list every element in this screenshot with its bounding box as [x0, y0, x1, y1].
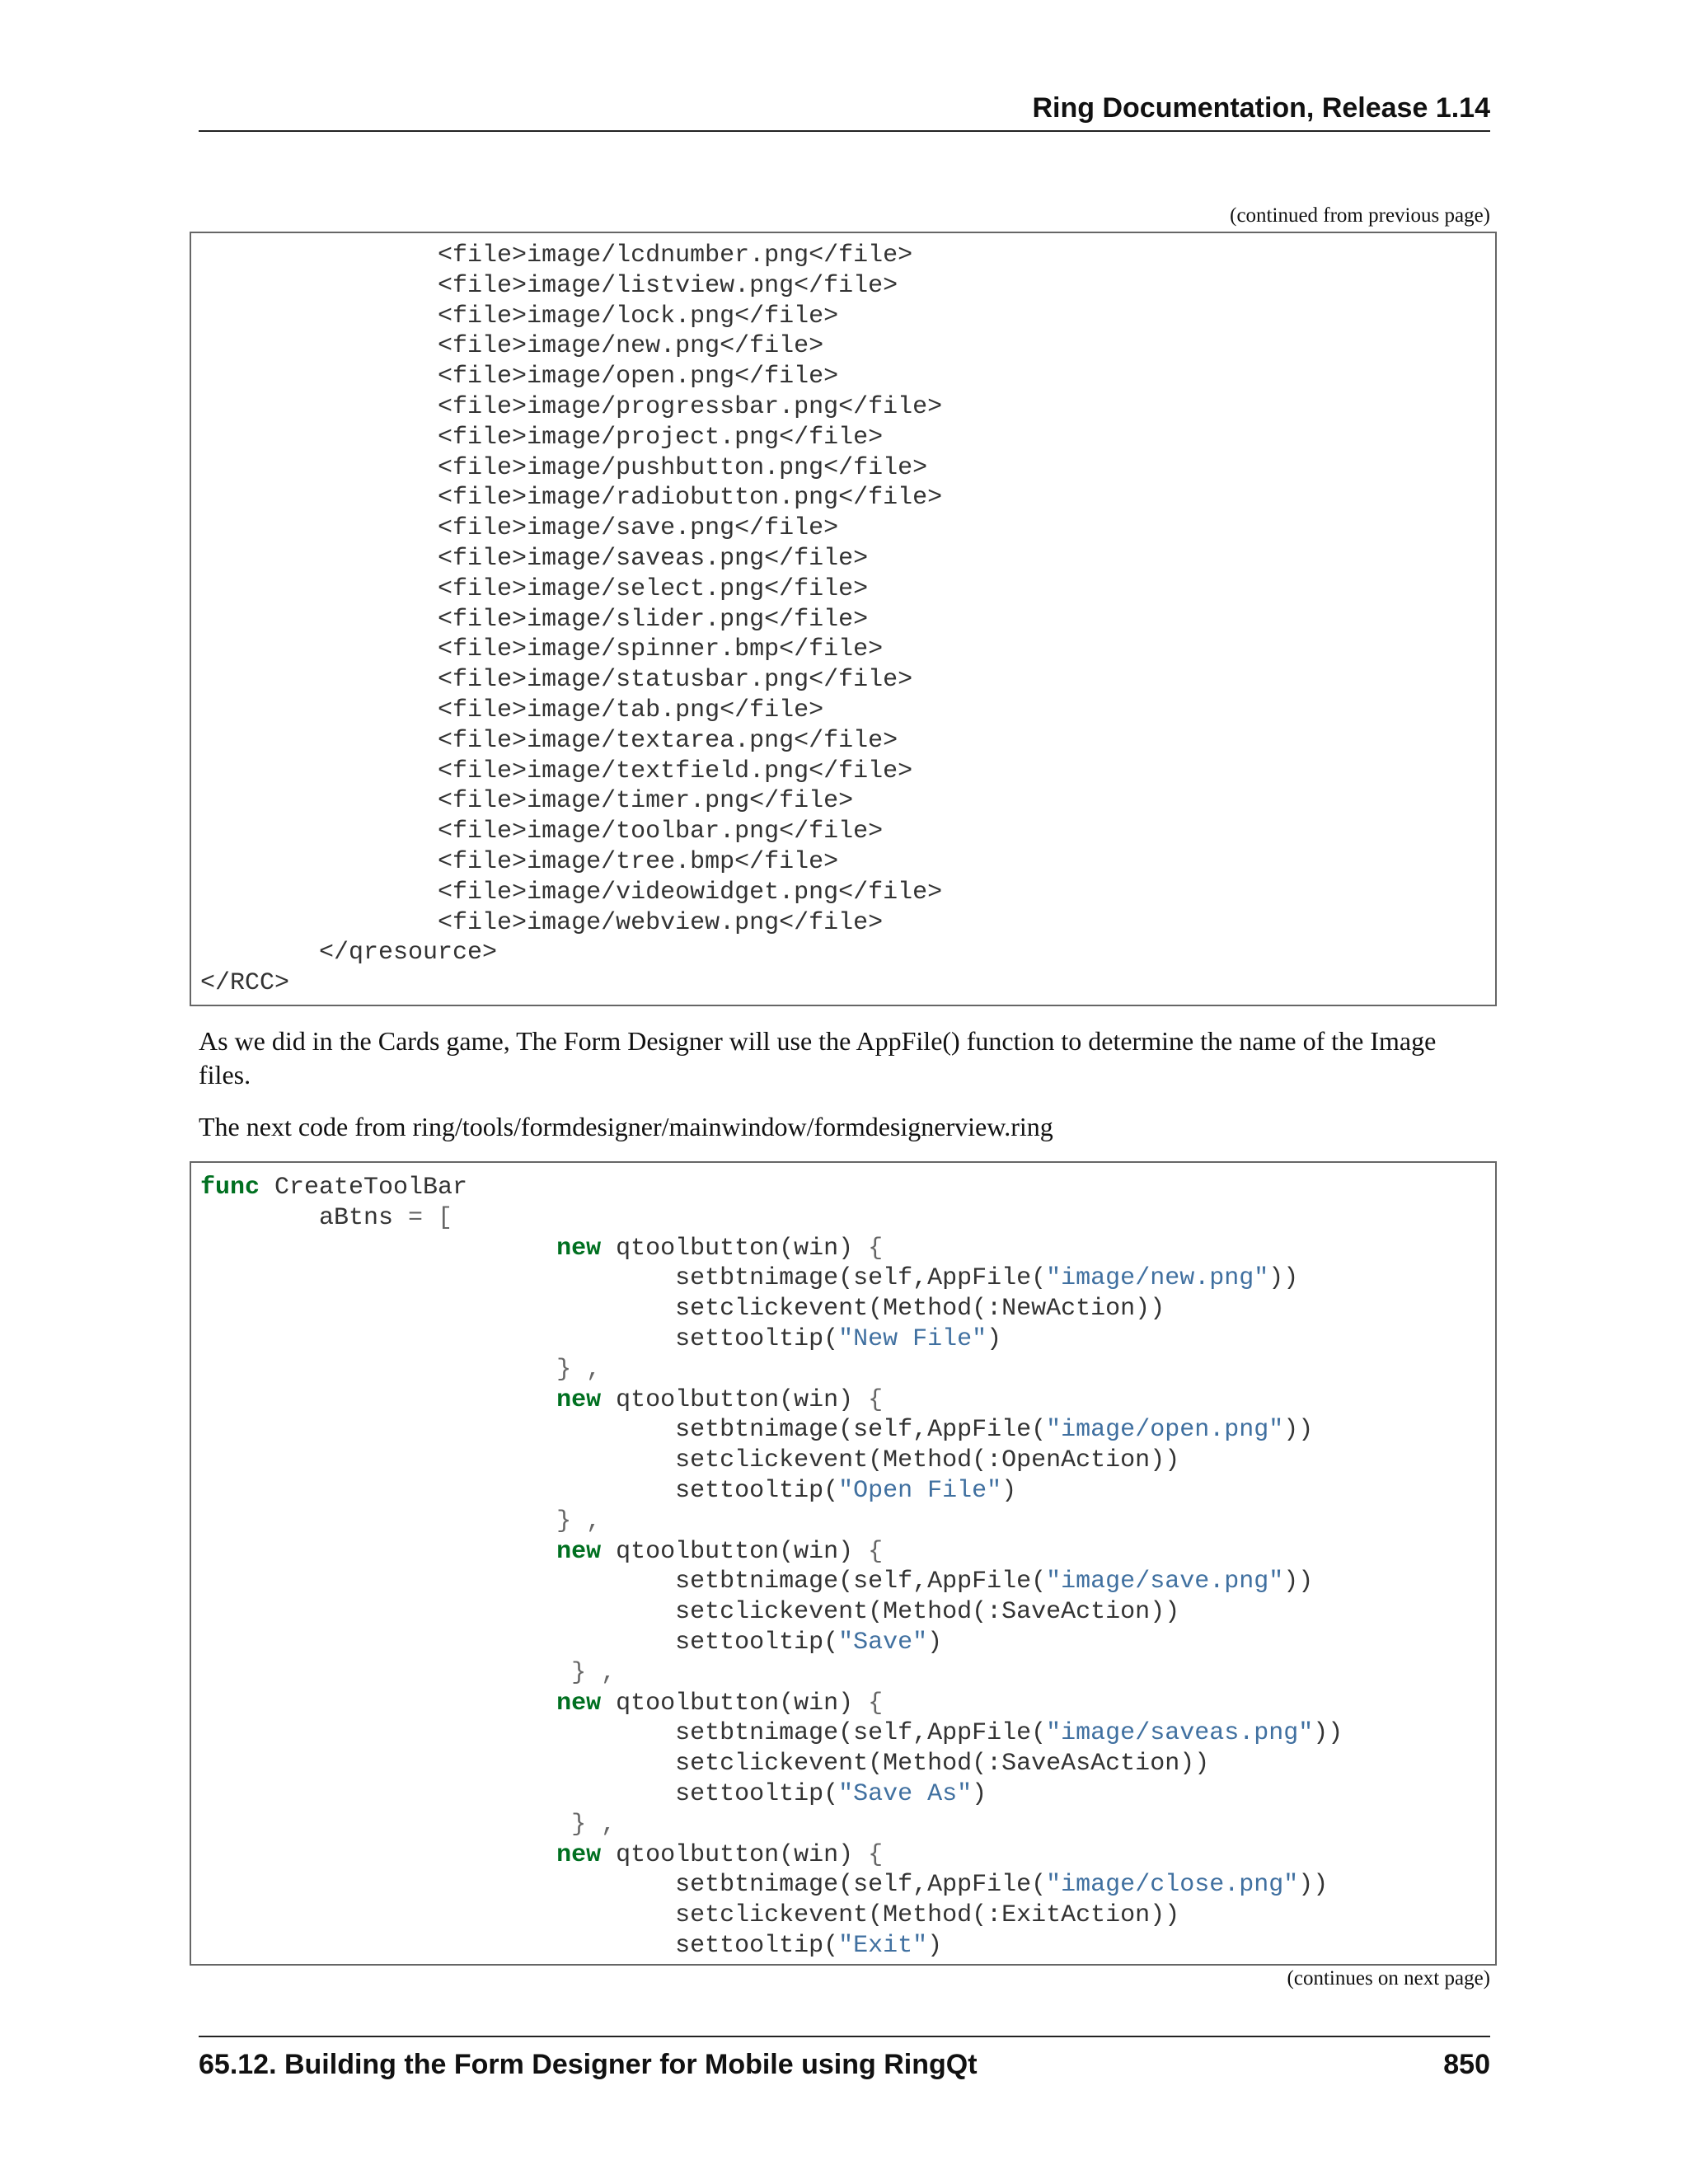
code-token: setclickevent(Method(:OpenAction))	[200, 1446, 1180, 1475]
code-text	[191, 1163, 1495, 1961]
code-line	[200, 1294, 1495, 1324]
code-line: <file>image/statusbar.png</file>	[200, 666, 913, 695]
code-line	[200, 1658, 1495, 1689]
code-line	[200, 1840, 1495, 1871]
code-token: )	[927, 1628, 943, 1657]
code-string: "Save As"	[838, 1779, 973, 1808]
code-token: setbtnimage(self,AppFile(	[200, 1264, 1047, 1293]
code-token	[200, 1690, 556, 1718]
code-line	[200, 1355, 1495, 1385]
code-line: <file>image/radiobutton.png</file>	[200, 484, 943, 513]
code-token: setbtnimage(self,AppFile(	[200, 1568, 1047, 1596]
code-block-resources	[190, 232, 1497, 1006]
code-line	[200, 1931, 1495, 1961]
code-token: ))	[1268, 1264, 1299, 1293]
code-line: <file>image/save.png</file>	[200, 514, 839, 543]
code-token: )	[987, 1324, 1002, 1353]
code-token	[200, 1386, 556, 1414]
code-token	[200, 1811, 571, 1839]
code-token: qtoolbutton(win)	[601, 1234, 869, 1263]
code-string: "image/saveas.png"	[1046, 1719, 1314, 1748]
code-string: "Open File"	[838, 1476, 1002, 1505]
code-line: <file>image/timer.png</file>	[200, 787, 854, 816]
header-title: Ring Documentation, Release 1.14	[1032, 92, 1490, 124]
code-string: "image/close.png"	[1046, 1871, 1299, 1900]
code-token: setclickevent(Method(:SaveAsAction))	[200, 1750, 1210, 1779]
code-line	[200, 1537, 1495, 1568]
code-token: setclickevent(Method(:NewAction))	[200, 1295, 1165, 1324]
code-line: <file>image/textfield.png</file>	[200, 757, 913, 785]
code-token: qtoolbutton(win)	[601, 1537, 869, 1566]
code-token: )	[972, 1779, 987, 1808]
continues-on-note: (continues on next page)	[1287, 1967, 1490, 1990]
code-token: settooltip(	[200, 1476, 839, 1505]
code-string: "Save"	[838, 1628, 928, 1657]
code-string: "Exit"	[838, 1931, 928, 1960]
code-line	[200, 1507, 1495, 1537]
code-token: settooltip(	[200, 1628, 839, 1657]
code-token: qtoolbutton(win)	[601, 1385, 869, 1414]
code-keyword: new	[556, 1385, 602, 1414]
code-line: <file>image/spinner.bmp</file>	[200, 635, 884, 664]
code-token	[200, 1507, 556, 1535]
code-line	[200, 1900, 1495, 1931]
code-line	[200, 1779, 1495, 1810]
code-token	[200, 1659, 571, 1687]
code-string: "image/new.png"	[1046, 1264, 1269, 1293]
code-token: settooltip(	[200, 1324, 839, 1353]
paragraph-appfile: As we did in the Cards game, The Form Designer will use the AppFile() function to determine the name of the Image files.	[199, 1026, 1437, 1090]
code-keyword: new	[556, 1537, 602, 1566]
code-line: <file>image/lock.png</file>	[200, 302, 839, 330]
code-line	[200, 1203, 1495, 1234]
code-line: <file>image/webview.png</file>	[200, 908, 884, 937]
code-token: )	[1001, 1476, 1017, 1505]
code-token: ))	[1298, 1871, 1329, 1900]
code-token: )	[927, 1931, 943, 1960]
code-line	[200, 1385, 1495, 1416]
code-token: qtoolbutton(win)	[601, 1840, 869, 1869]
page-header	[199, 89, 1490, 132]
code-line	[200, 1689, 1495, 1719]
code-token	[200, 1841, 556, 1869]
code-line: <file>image/lcdnumber.png</file>	[200, 241, 913, 269]
code-token: {	[868, 1234, 884, 1263]
code-line	[200, 1597, 1495, 1628]
code-keyword: new	[556, 1840, 602, 1869]
code-line	[200, 1749, 1495, 1779]
code-line	[200, 1567, 1495, 1597]
footer-section-title: 65.12. Building the Form Designer for Mobile using RingQt	[199, 2049, 978, 2080]
code-line	[200, 1810, 1495, 1840]
code-token: setbtnimage(self,AppFile(	[200, 1719, 1047, 1748]
code-token: } ,	[571, 1658, 617, 1687]
code-line	[200, 1870, 1495, 1900]
page-footer	[199, 2036, 1490, 2080]
code-token: = [	[408, 1203, 453, 1232]
code-token: aBtns	[200, 1203, 409, 1232]
code-line	[200, 1476, 1495, 1507]
code-line: <file>image/textarea.png</file>	[200, 726, 898, 755]
code-string: "image/save.png"	[1046, 1568, 1284, 1596]
code-line	[200, 1446, 1495, 1476]
page-number: 850	[1443, 2049, 1490, 2080]
code-line: <file>image/listview.png</file>	[200, 271, 898, 300]
code-token: {	[868, 1537, 884, 1566]
code-token: } ,	[556, 1507, 602, 1535]
code-line: <file>image/pushbutton.png</file>	[200, 453, 928, 482]
code-line: <file>image/project.png</file>	[200, 423, 884, 452]
code-keyword: new	[556, 1689, 602, 1718]
code-line: <file>image/tab.png</file>	[200, 696, 824, 724]
code-token: settooltip(	[200, 1779, 839, 1808]
code-token: } ,	[556, 1355, 602, 1384]
code-line: <file>image/videowidget.png</file>	[200, 878, 943, 907]
code-line	[200, 1718, 1495, 1749]
code-line	[200, 1628, 1495, 1658]
code-line: <file>image/saveas.png</file>	[200, 544, 869, 573]
code-keyword: func	[200, 1174, 260, 1202]
continued-from-note: (continued from previous page)	[1230, 204, 1490, 227]
code-token: setbtnimage(self,AppFile(	[200, 1416, 1047, 1445]
code-token	[200, 1235, 556, 1263]
code-block-toolbar	[190, 1161, 1497, 1966]
code-line: <file>image/select.png</file>	[200, 574, 869, 603]
code-line	[200, 1263, 1495, 1294]
code-token: setbtnimage(self,AppFile(	[200, 1871, 1047, 1900]
code-token: setclickevent(Method(:ExitAction))	[200, 1901, 1180, 1930]
code-token: qtoolbutton(win)	[601, 1689, 869, 1718]
code-line: <file>image/slider.png</file>	[200, 605, 869, 634]
code-token: ))	[1283, 1568, 1314, 1596]
code-line	[200, 1415, 1495, 1446]
code-line: </qresource>	[200, 939, 498, 968]
code-line: <file>image/open.png</file>	[200, 363, 839, 391]
code-line	[200, 1173, 1495, 1203]
code-token	[200, 1538, 556, 1566]
code-token: CreateToolBar	[260, 1174, 468, 1202]
code-token: {	[868, 1840, 884, 1869]
code-line: <file>image/toolbar.png</file>	[200, 818, 884, 846]
code-token: setclickevent(Method(:SaveAction))	[200, 1598, 1180, 1627]
code-line: <file>image/tree.bmp</file>	[200, 847, 839, 876]
code-line: <file>image/new.png</file>	[200, 332, 824, 361]
code-token	[200, 1356, 556, 1384]
code-token: ))	[1283, 1416, 1314, 1445]
code-line	[200, 1234, 1495, 1264]
code-token: settooltip(	[200, 1931, 839, 1960]
code-token: ))	[1313, 1719, 1343, 1748]
code-text	[191, 233, 1495, 999]
code-line: </RCC>	[200, 969, 290, 998]
paragraph-code-source: The next code from ring/tools/formdesigner/mainwindow/formdesignerview.ring	[199, 1112, 1053, 1141]
code-line	[200, 1324, 1495, 1355]
code-token: {	[868, 1689, 884, 1718]
code-line: <file>image/progressbar.png</file>	[200, 392, 943, 421]
code-token: {	[868, 1385, 884, 1414]
code-string: "New File"	[838, 1324, 987, 1353]
code-string: "image/open.png"	[1046, 1416, 1284, 1445]
code-token: } ,	[571, 1810, 617, 1839]
code-keyword: new	[556, 1234, 602, 1263]
